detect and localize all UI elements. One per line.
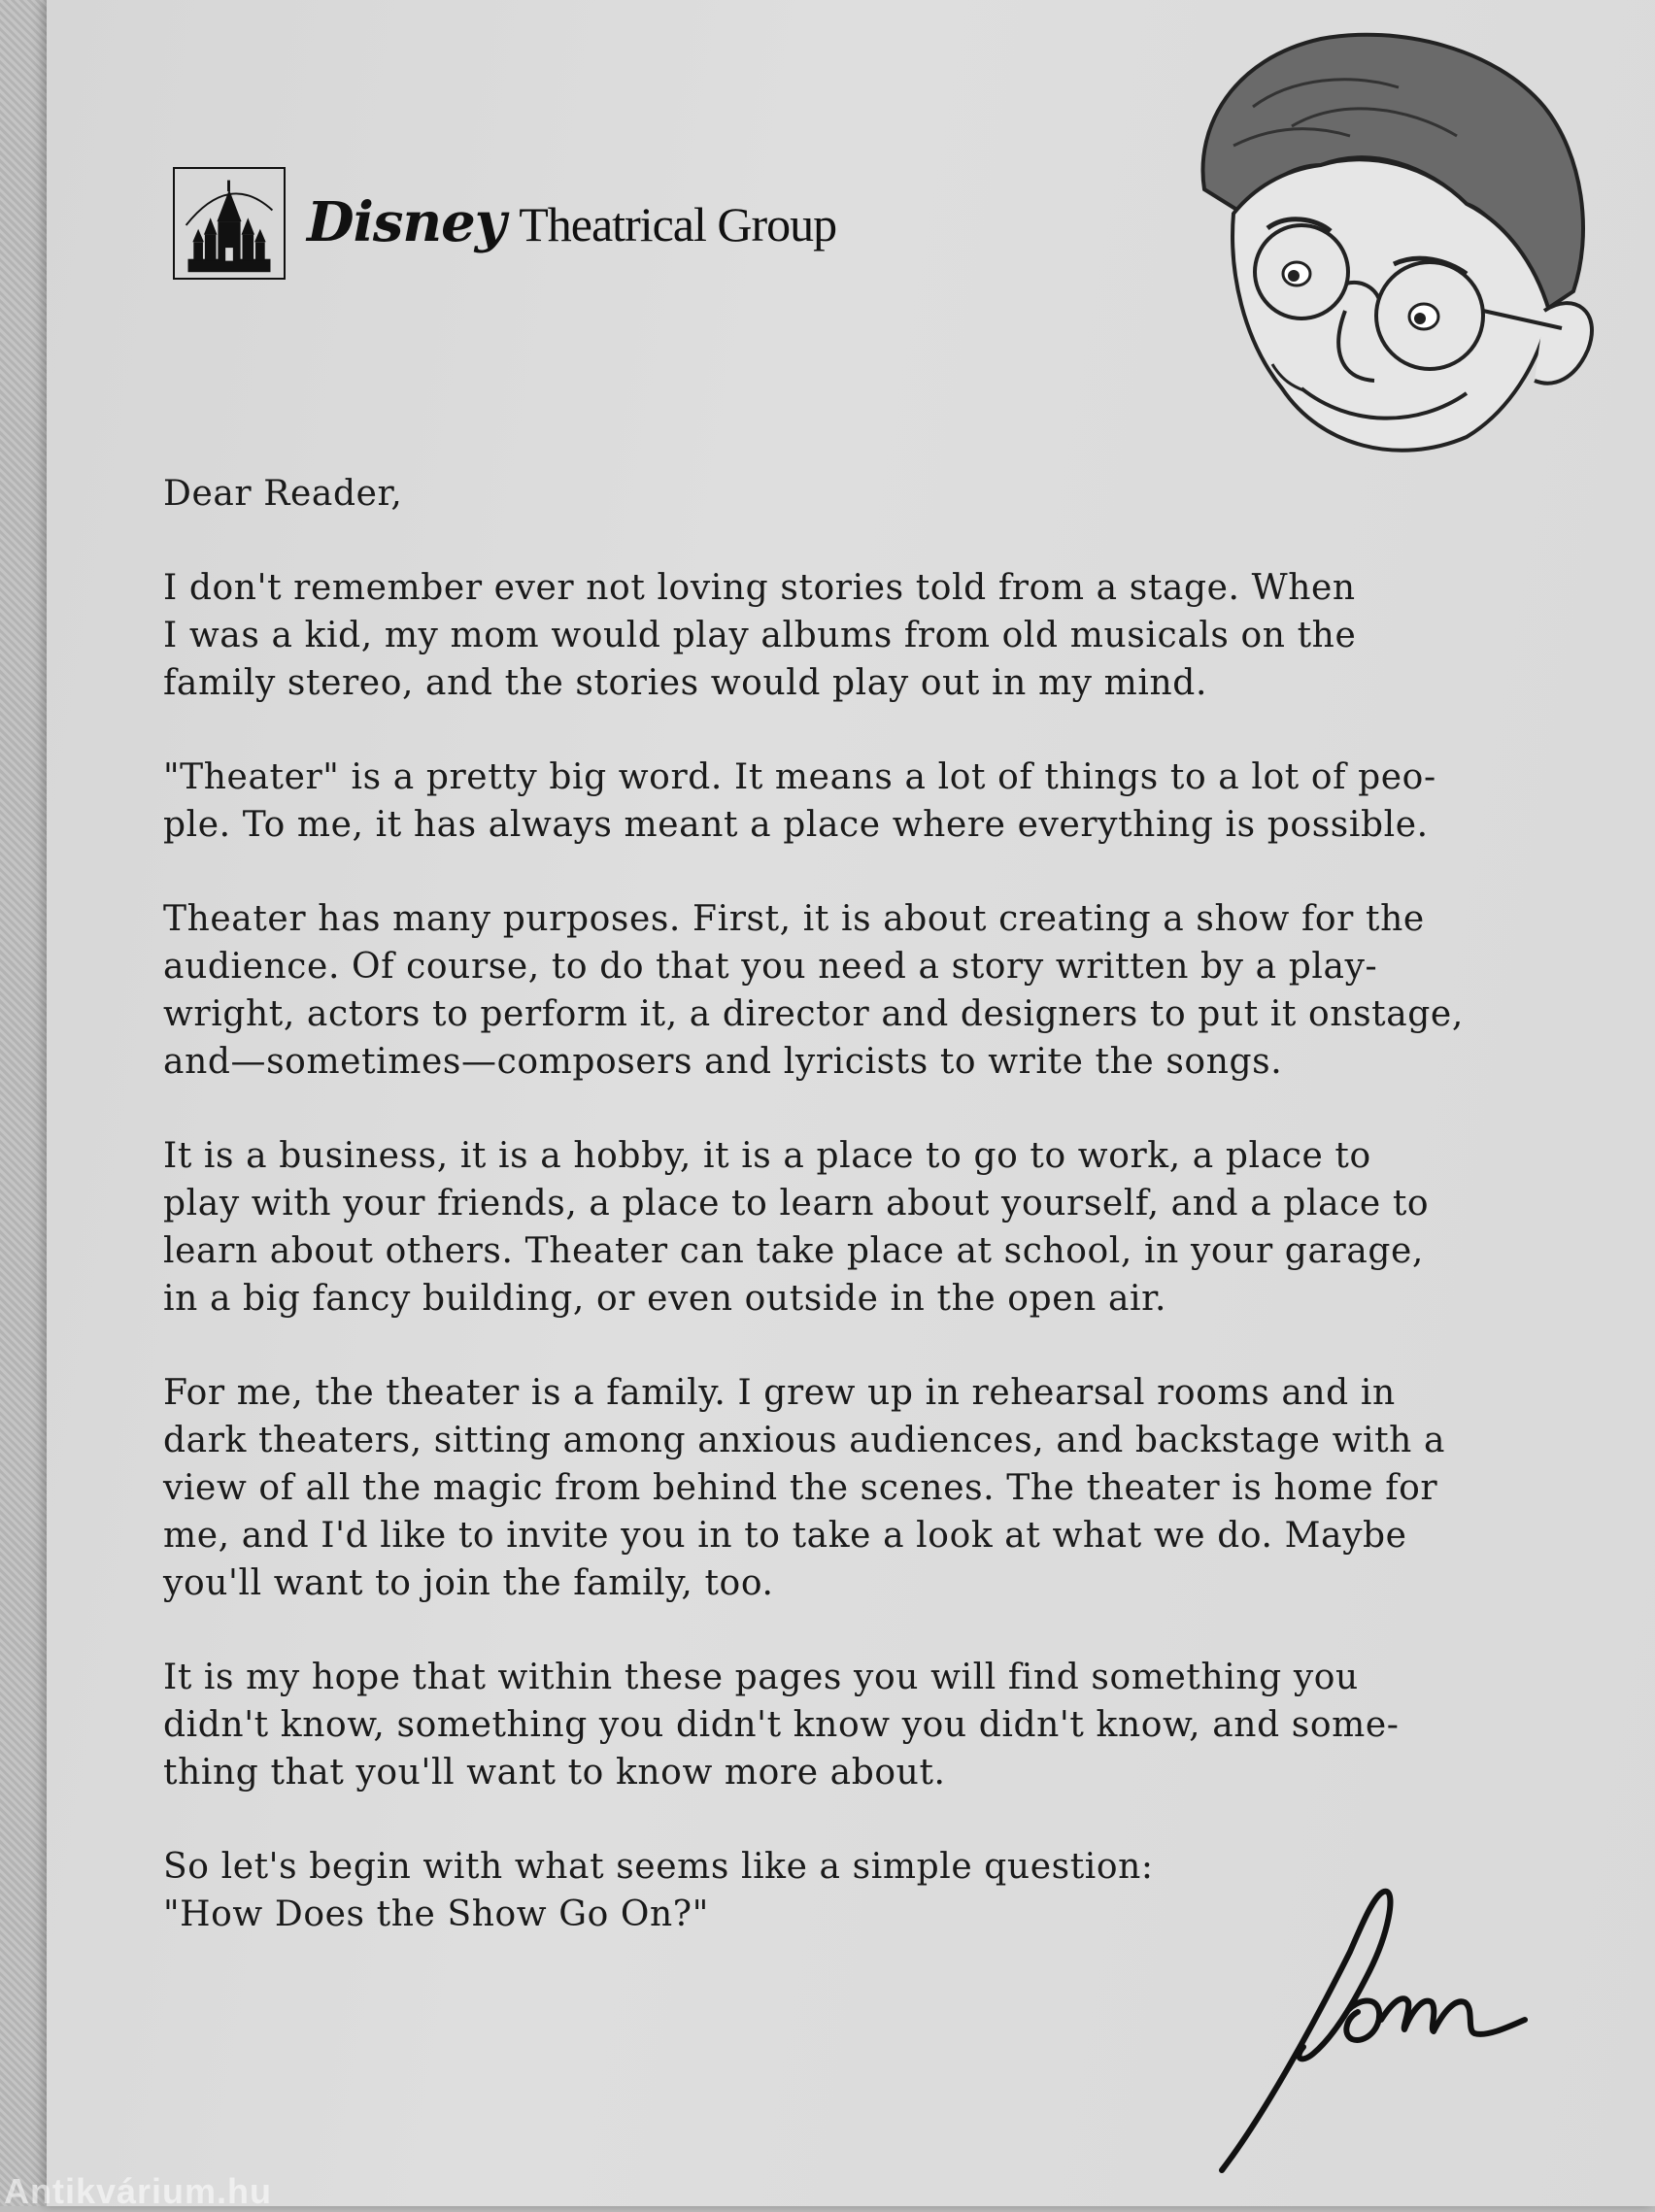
- watermark: Antikvárium.hu: [4, 2171, 273, 2211]
- castle-logo-icon: [173, 167, 286, 280]
- letter-paragraph: For me, the theater is a family. I grew up in rehearsal rooms and in dark theaters, sitting among anxious audiences, and backstage with a view of all the magic from behind the scenes. The theater is home for me, and I'd like to invite you in to take a look at what we do. Maybe you'll want to join the family, too.: [163, 1373, 1446, 1603]
- brand-name: Disney: [307, 190, 506, 254]
- letter-paragraph: It is my hope that within these pages you will find something you didn't know, something you didn't know you didn't know, and some- thing that you'll want to know more about.: [163, 1658, 1400, 1793]
- letter-paragraph: So let's begin with what seems like a simple question: "How Does the Show Go On?": [163, 1847, 1154, 1934]
- brand-header: [307, 190, 836, 254]
- letter-paragraph: Theater has many purposes. First, it is about creating a show for the audience. Of course, to do that you need a story written by a play- wright, actors to perform it, a director and designers to put it onstage, and—sometimes—composers and lyricists to write the songs.: [163, 899, 1464, 1082]
- letter-body: [163, 470, 1562, 1985]
- letter-paragraph: I don't remember ever not loving stories told from a stage. When I was a kid, my mom would play albums from old musicals on the family stereo, and the stories would play out in my mind.: [163, 568, 1357, 703]
- salutation: Dear Reader,: [163, 474, 403, 514]
- letter-paragraph: "Theater" is a pretty big word. It means a lot of things to a lot of peo- ple. To me, it has always meant a place where everything is possible.: [163, 757, 1436, 845]
- letter-paragraph: It is a business, it is a hobby, it is a place to go to work, a place to play with your friends, a place to learn about yourself, and a place to learn about others. Theater can take place at school, in your garage, in a big fancy building, or even outside in the open air.: [163, 1136, 1430, 1319]
- brand-suffix: Theatrical Group: [519, 197, 837, 251]
- caricature-portrait-icon: [1175, 19, 1603, 486]
- handwritten-signature-icon: [1204, 1874, 1535, 2185]
